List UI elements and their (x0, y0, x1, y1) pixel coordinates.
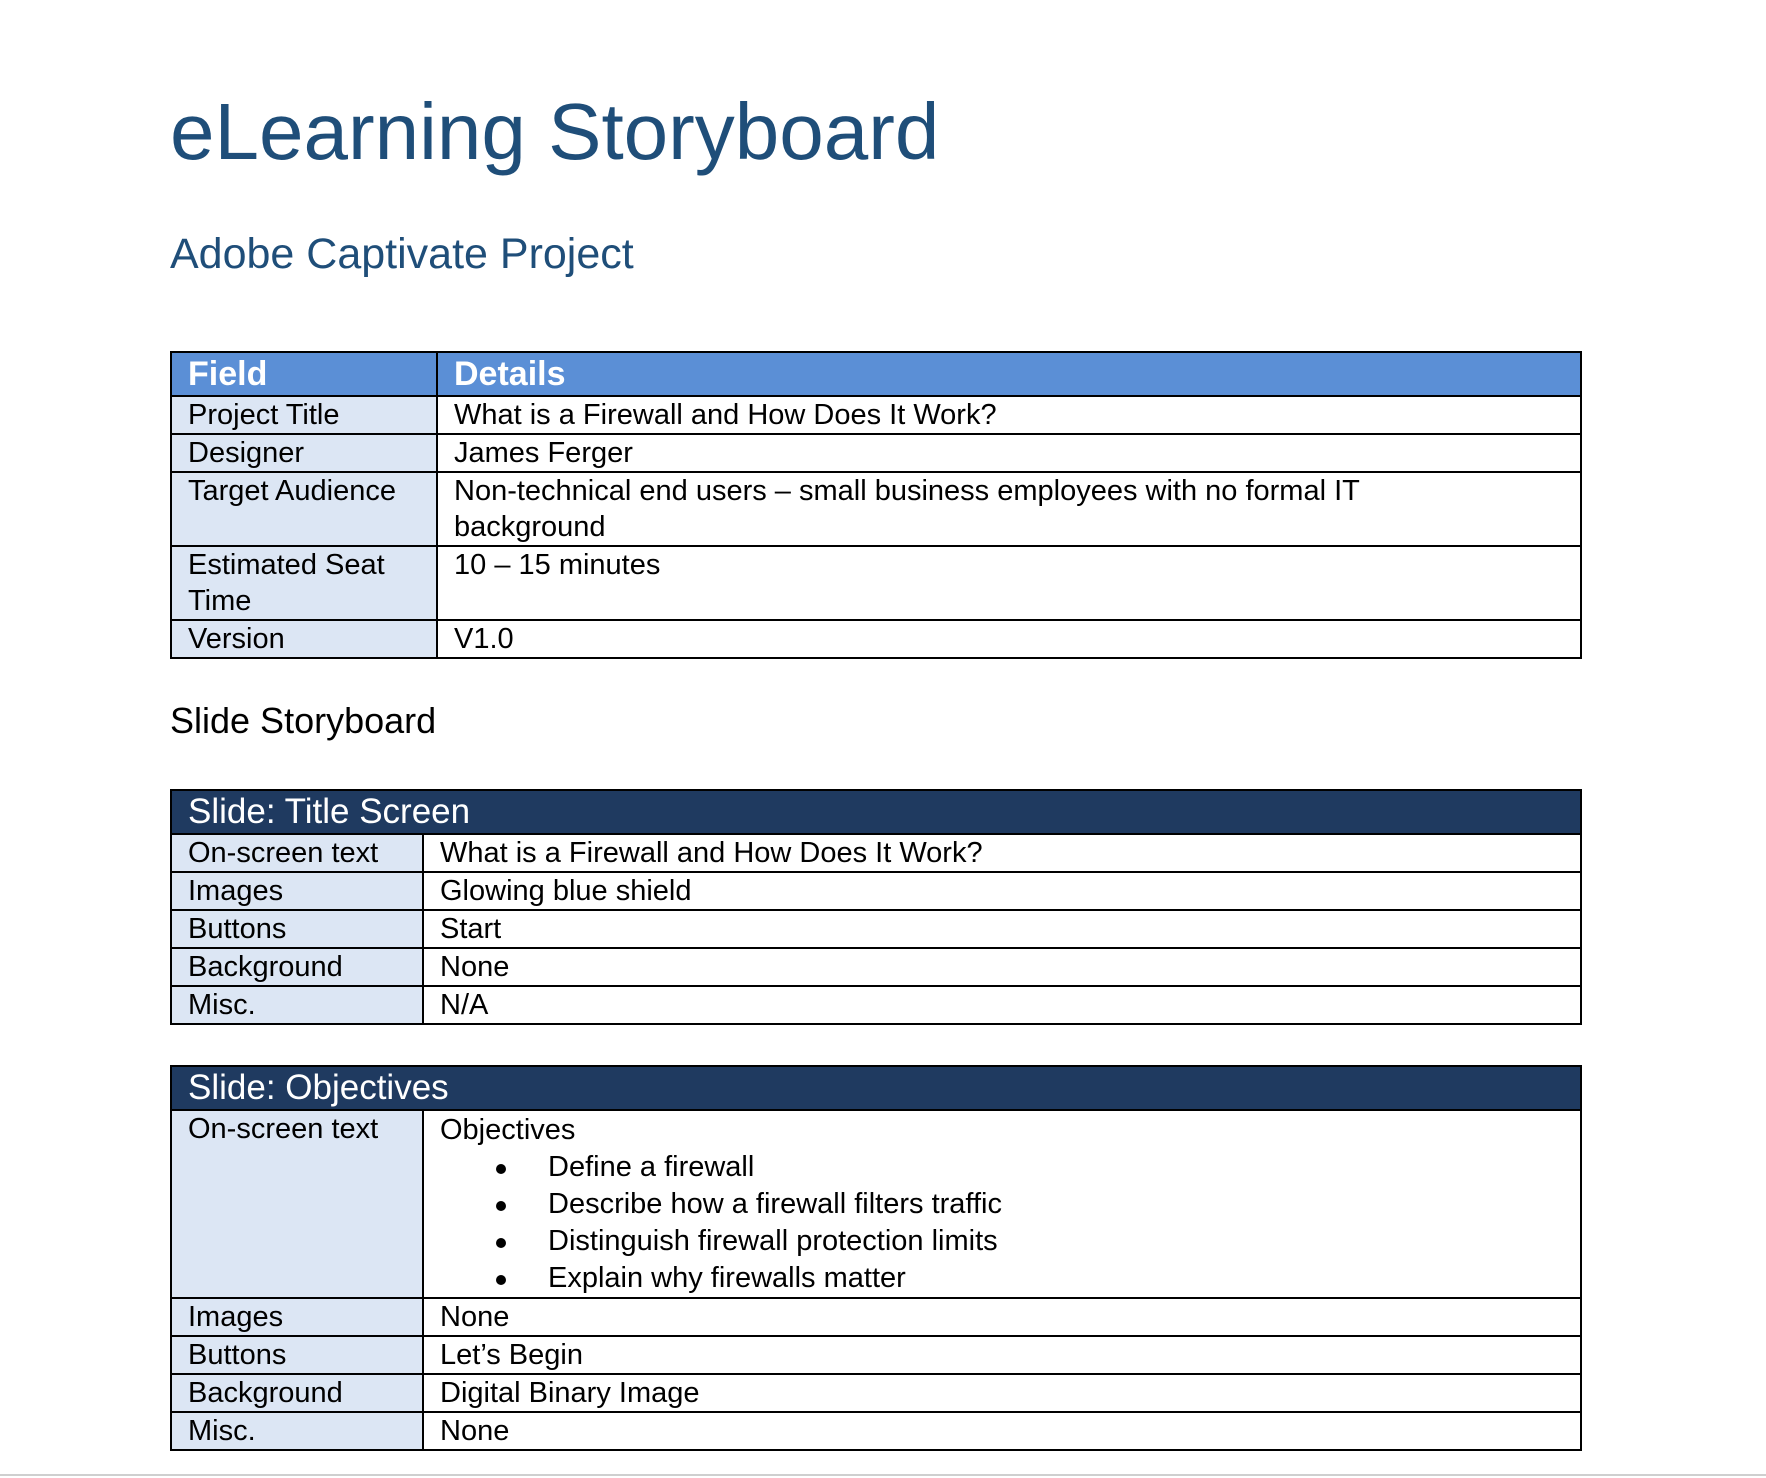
table-row (171, 434, 1581, 472)
project-info-table (170, 351, 1582, 659)
slide-row-value: None (423, 1298, 1581, 1336)
slide-row-value: N/A (423, 986, 1581, 1024)
table-row (171, 1298, 1581, 1336)
info-field-value: What is a Firewall and How Does It Work? (437, 396, 1581, 434)
list-item: Explain why firewalls matter (440, 1260, 1580, 1297)
slide-header: Slide: Objectives (171, 1066, 1581, 1110)
list-item: Define a firewall (440, 1149, 1580, 1186)
table-row (171, 834, 1581, 872)
info-field-label: Target Audience (171, 472, 437, 546)
objectives-heading: Objectives (440, 1114, 576, 1146)
table-row (171, 620, 1581, 658)
slide-row-label: Background (171, 948, 423, 986)
info-field-value: V1.0 (437, 620, 1581, 658)
info-field-value: Non-technical end users – small business employees with no formal IT background (437, 472, 1581, 546)
slide-row-value: Glowing blue shield (423, 872, 1581, 910)
table-row (171, 986, 1581, 1024)
info-field-label: Project Title (171, 396, 437, 434)
list-item: Distinguish firewall protection limits (440, 1223, 1580, 1260)
slide-table-title-screen (170, 789, 1582, 1025)
document-subtitle: Adobe Captivate Project (170, 230, 634, 278)
slide-header-row (171, 790, 1581, 834)
info-field-label: Estimated Seat Time (171, 546, 437, 620)
table-row (171, 1336, 1581, 1374)
table-row (171, 1412, 1581, 1450)
list-item: Describe how a firewall filters traffic (440, 1186, 1580, 1223)
slide-row-label: Buttons (171, 910, 423, 948)
slide-row-label: Images (171, 1298, 423, 1336)
slide-row-value: None (423, 1412, 1581, 1450)
slide-header: Slide: Title Screen (171, 790, 1581, 834)
slide-row-value: Start (423, 910, 1581, 948)
table-row (171, 396, 1581, 434)
info-header-details: Details (437, 352, 1581, 396)
table-row (171, 948, 1581, 986)
document-title: eLearning Storyboard (170, 87, 940, 176)
slide-row-value: None (423, 948, 1581, 986)
slide-row-label: On-screen text (171, 834, 423, 872)
table-row (171, 472, 1581, 546)
objectives-list (440, 1149, 1580, 1297)
slide-row-label: On-screen text (171, 1110, 423, 1298)
slide-row-value: Let’s Begin (423, 1336, 1581, 1374)
slide-row-label: Misc. (171, 1412, 423, 1450)
table-row (171, 1374, 1581, 1412)
info-field-value: 10 – 15 minutes (437, 546, 1581, 620)
slide-row-value: What is a Firewall and How Does It Work? (423, 834, 1581, 872)
slide-row-label: Misc. (171, 986, 423, 1024)
slide-row-label: Images (171, 872, 423, 910)
table-row (171, 1110, 1581, 1298)
info-field-label: Designer (171, 434, 437, 472)
slide-row-label: Background (171, 1374, 423, 1412)
slide-row-value (423, 1110, 1581, 1298)
slide-table-objectives (170, 1065, 1582, 1451)
info-field-label: Version (171, 620, 437, 658)
table-row (171, 910, 1581, 948)
table-row (171, 872, 1581, 910)
section-heading-slide-storyboard: Slide Storyboard (170, 700, 437, 741)
table-row (171, 546, 1581, 620)
info-header-field: Field (171, 352, 437, 396)
slide-row-label: Buttons (171, 1336, 423, 1374)
slide-row-value: Digital Binary Image (423, 1374, 1581, 1412)
slide-header-row (171, 1066, 1581, 1110)
info-table-header-row (171, 352, 1581, 396)
page-bottom-divider (0, 1474, 1766, 1476)
info-field-value: James Ferger (437, 434, 1581, 472)
